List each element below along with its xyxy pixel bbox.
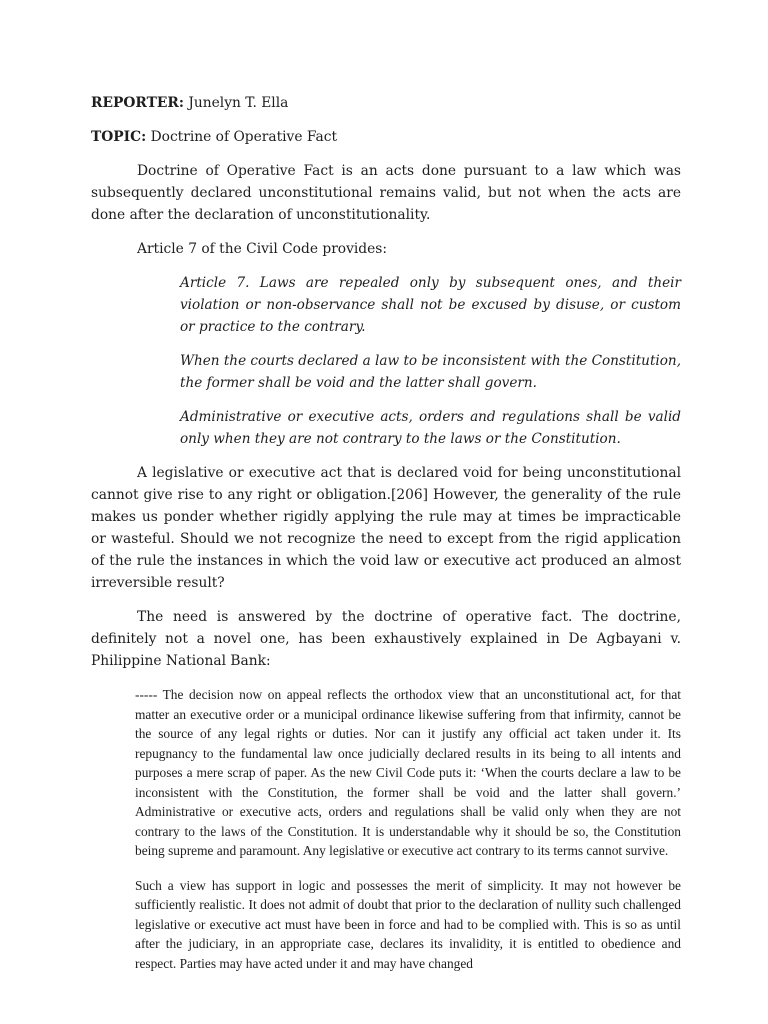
article-quote-2: When the courts declared a law to be inconsistent with the Constitution, the former shall be void and the latter shall govern. <box>180 353 682 391</box>
topic-label: TOPIC: <box>91 129 147 145</box>
body-paragraph-1: A legislative or executive act that is declared void for being unconstitutional cannot give rise to any right or obligation.[206] However, the generality of the rule makes us ponder whether rigidly applying the rule may at times be impracticable or wasteful. Should we not recognize the need to except from the rigid application of the rule the instances in which the void law or executive act produced an almost irreversible result? <box>91 465 681 591</box>
topic-value: Doctrine of Operative Fact <box>150 129 338 145</box>
article-quote-1: Article 7. Laws are repealed only by subsequent ones, and their violation or non-observance shall not be excused by disuse, or custom or practice to the contrary. <box>180 275 681 335</box>
case-extract-1: ----- The decision now on appeal reflects the orthodox view that an unconstitutional act, for that matter an executive order or a municipal ordinance likewise suffering from that infirmity, cannot be the source of any legal rights or duties. Nor can it justify any official act taken under it. Its repugnancy to the fundamental law once judicially declared results in its being to all intents and purposes a mere scrap of paper. As the new Civil Code puts it: ‘When the courts declare a law to be inconsistent with the Constitution, the former shall be void and the latter shall govern.’ Administrative or executive acts, orders and regulations shall be valid only when they are not contrary to the laws of the Constitution. It is understandable why it should be so, the Constitution being supreme and paramount. Any legislative or executive act contrary to its terms cannot survive. <box>135 687 681 858</box>
article-intro-paragraph: Article 7 of the Civil Code provides: <box>137 241 388 257</box>
case-extract-2: Such a view has support in logic and possesses the merit of simplicity. It may not however be sufficiently realistic. It does not admit of doubt that prior to the declaration of nullity such challenged legislative or executive act must have been in force and had to be complied with. This is so as until after the judiciary, in an appropriate case, declares its invalidity, it is entitled to obedience and respect. Parties may have acted under it and may have changed <box>135 877 681 971</box>
intro-paragraph: Doctrine of Operative Fact is an acts done pursuant to a law which was subsequently declared unconstitutional remains valid, but not when the acts are done after the declaration of unconstitutionality. <box>91 163 681 223</box>
reporter-line <box>91 92 681 114</box>
article-quote-3: Administrative or executive acts, orders and regulations shall be valid only when they are not contrary to the laws or the Constitution. <box>180 409 681 447</box>
topic-line <box>91 126 681 148</box>
reporter-name: Junelyn T. Ella <box>188 95 289 111</box>
reporter-label: REPORTER: <box>91 95 184 111</box>
body-paragraph-2: The need is answered by the doctrine of operative fact. The doctrine, definitely not a novel one, has been exhaustively explained in De Agbayani v. Philippine National Bank: <box>91 609 681 669</box>
